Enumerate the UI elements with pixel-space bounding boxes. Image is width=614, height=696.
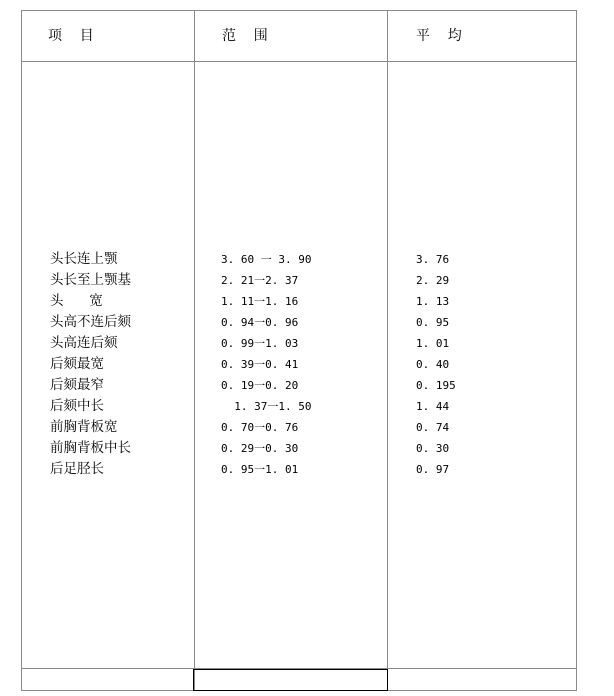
- header-average: [416, 10, 462, 60]
- range-cell: 0. 99一1. 03: [221, 337, 299, 350]
- range-cell: 0. 70一0. 76: [221, 421, 299, 434]
- footer-cell-right: [387, 669, 388, 691]
- footer-cell-top: [194, 669, 388, 670]
- range-cell: 0. 29一0. 30: [221, 442, 299, 455]
- item-cell: 头高连后颏: [50, 335, 118, 351]
- column-divider-2: [387, 10, 388, 691]
- range-cell: 0. 94一0. 96: [221, 316, 299, 329]
- item-cell: 前胸背板中长: [50, 440, 131, 456]
- item-cell: 头长连上颚: [50, 251, 118, 267]
- item-cell: 后颏最窄: [50, 377, 104, 393]
- average-cell: 0. 30: [416, 442, 450, 455]
- range-cell: 1. 37一1. 50: [221, 400, 312, 413]
- range-cell: 0. 19一0. 20: [221, 379, 299, 392]
- average-cell: 1. 13: [416, 295, 450, 308]
- table-left-border: [21, 10, 22, 691]
- average-cell: 1. 01: [416, 337, 450, 350]
- header-range: [222, 10, 268, 60]
- header-item-label: 项 目: [48, 28, 94, 44]
- footer-cell-bottom: [194, 690, 388, 691]
- item-cell: 头高不连后颏: [50, 314, 131, 330]
- average-cell: 3. 76: [416, 253, 450, 266]
- range-cell: 0. 39一0. 41: [221, 358, 299, 371]
- footer-cell-left: [193, 669, 194, 691]
- header-average-label: 平 均: [416, 28, 462, 44]
- average-cell: 0. 195: [416, 379, 456, 392]
- header-range-label: 范 围: [222, 28, 268, 44]
- average-column: [416, 249, 456, 480]
- average-cell: 2. 29: [416, 274, 450, 287]
- average-cell: 0. 74: [416, 421, 450, 434]
- item-cell: 后足胫长: [50, 461, 104, 477]
- header-item: [48, 10, 94, 60]
- item-cell: 后颏中长: [50, 398, 104, 414]
- table-right-border: [576, 10, 577, 691]
- range-cell: 2. 21一2. 37: [221, 274, 299, 287]
- item-cell: 头长至上颚基: [50, 272, 131, 288]
- average-cell: 0. 97: [416, 463, 450, 476]
- range-column: [221, 249, 311, 480]
- range-cell: 0. 95一1. 01: [221, 463, 299, 476]
- average-cell: 0. 40: [416, 358, 450, 371]
- item-column: [50, 249, 131, 480]
- table-top-border: [21, 10, 577, 11]
- column-divider-1: [194, 10, 195, 691]
- item-cell: 头 宽: [50, 293, 103, 309]
- range-cell: 1. 11一1. 16: [221, 295, 299, 308]
- average-cell: 1. 44: [416, 400, 450, 413]
- item-cell: 后颏最宽: [50, 356, 104, 372]
- range-cell: 3. 60 一 3. 90: [221, 253, 312, 266]
- header-bottom-border: [21, 61, 577, 62]
- average-cell: 0. 95: [416, 316, 450, 329]
- item-cell: 前胸背板宽: [50, 419, 118, 435]
